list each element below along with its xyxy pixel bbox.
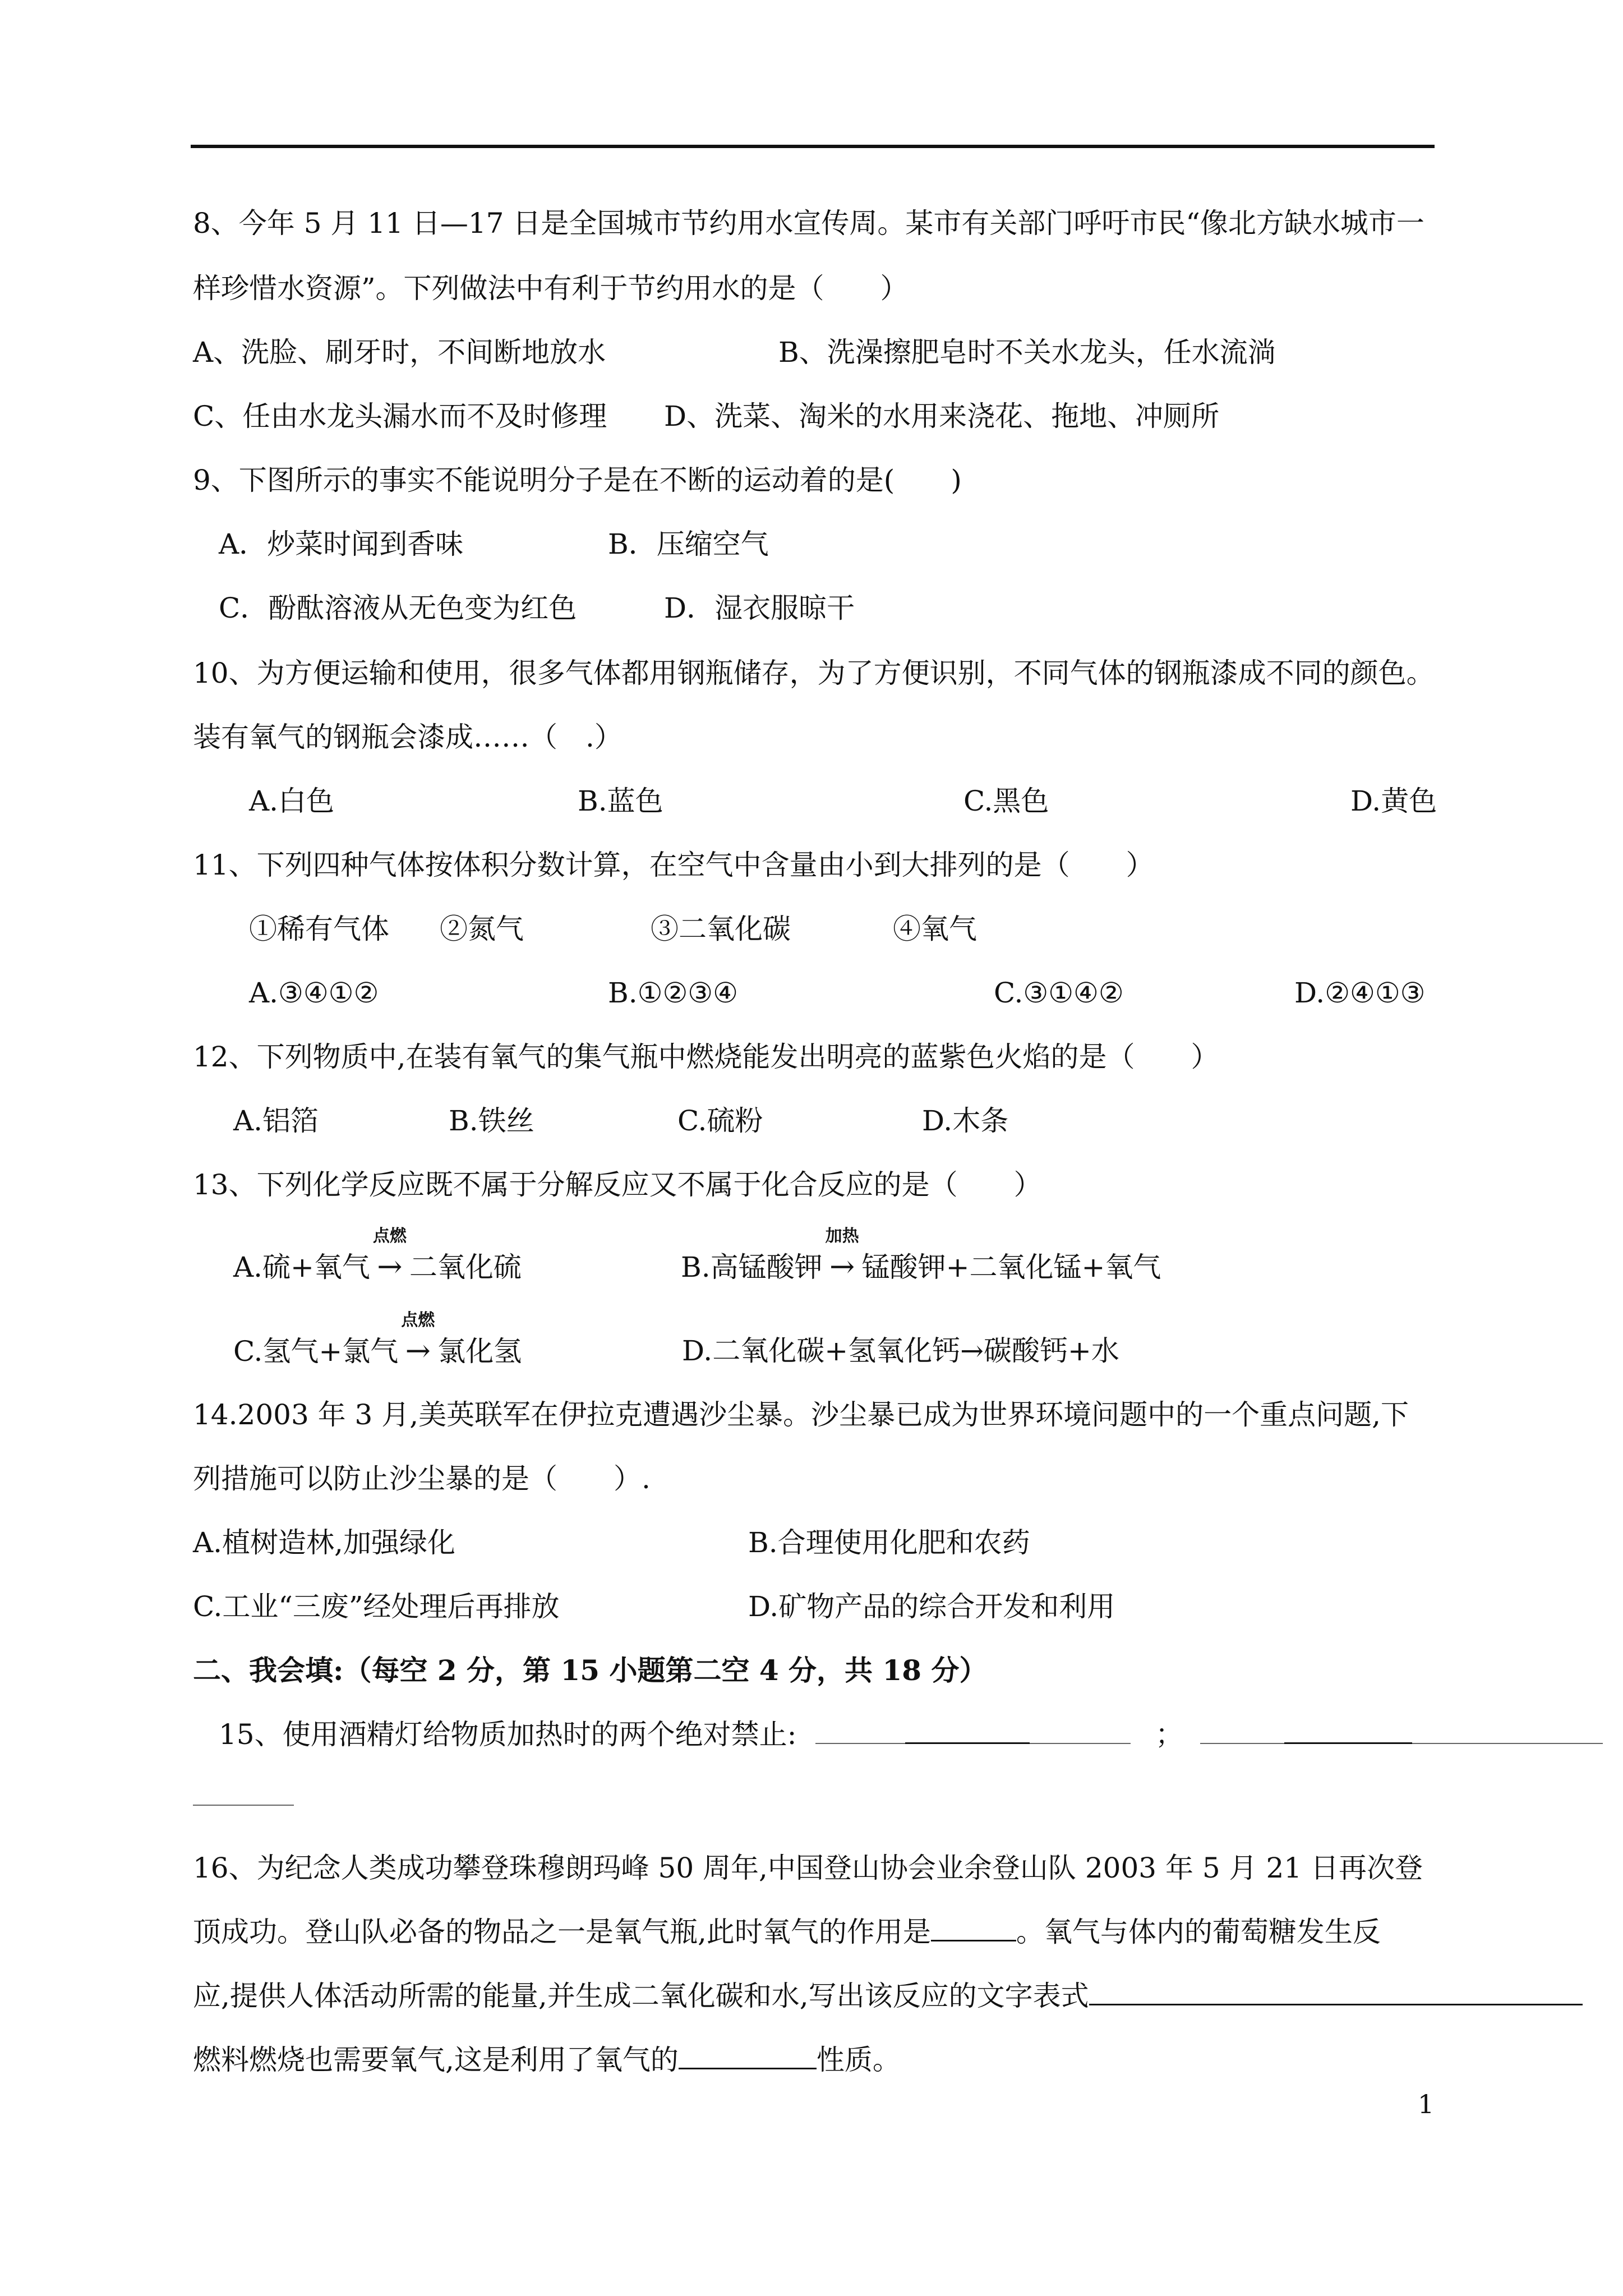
q8-stem-line-1: 8、今年 5 月 11 日—17 日是全国城市节约用水宣传周。某市有关部门呼吁市民“像北方缺水城市一	[193, 207, 1424, 240]
q8-option-c: C、任由水龙头漏水而不及时修理	[193, 400, 607, 432]
q13-option-a-reactants: A.硫+氧气	[233, 1251, 370, 1283]
q9-option-d: D．湿衣服晾干	[664, 592, 855, 624]
q10-option-d: D.黄色	[1350, 785, 1437, 817]
q16-line-4-text-b: 性质。	[816, 2044, 901, 2076]
q15-stem: 15、使用酒精灯给物质加热时的两个绝对禁止:	[219, 1718, 797, 1751]
q13-option-c-products: 氯化氢	[437, 1335, 522, 1368]
q14-stem-line-2: 列措施可以防止沙尘暴的是（ ）.	[193, 1462, 651, 1495]
q16-blank-word-equation[interactable]	[1089, 1979, 1583, 2005]
q13-option-b	[681, 1226, 1161, 1284]
reaction-condition: 加热	[825, 1226, 859, 1246]
q13-option-a-products: 二氧化硫	[409, 1251, 522, 1283]
q8-stem-line-2: 样珍惜水资源”。下列做法中有利于节约用水的是（ ）	[193, 272, 909, 305]
q13-option-c	[233, 1310, 522, 1368]
q13-option-c-reactants: C.氢气+氯气	[233, 1335, 399, 1368]
q11-option-d: D.②④①③	[1294, 977, 1426, 1009]
q15-blank-2[interactable]	[1200, 1718, 1603, 1751]
q13-stem: 13、下列化学反应既不属于分解反应又不属于化合反应的是（ ）	[193, 1168, 1042, 1201]
q8-option-d: D、洗菜、淘米的水用来浇花、拖地、冲厕所	[664, 400, 1220, 432]
q9-option-b: B．压缩空气	[608, 528, 769, 560]
q11-option-c: C.③①④②	[994, 977, 1124, 1009]
q13-option-d: D.二氧化碳+氢氧化钙→碳酸钙+水	[682, 1335, 1119, 1367]
q10-stem-line-1: 10、为方便运输和使用，很多气体都用钢瓶储存，为了方便识别，不同气体的钢瓶漆成不同的颜色。	[193, 657, 1435, 689]
q11-option-b: B.①②③④	[608, 977, 738, 1009]
q16-blank-oxygen-role[interactable]	[931, 1915, 1016, 1941]
q10-option-c: C.黑色	[963, 785, 1049, 817]
reaction-arrow	[370, 1226, 409, 1284]
q13-option-a	[233, 1226, 522, 1284]
right-arrow-icon: →	[377, 1249, 403, 1284]
q11-item-2: ②氮气	[440, 913, 524, 945]
q9-stem: 9、下图所示的事实不能说明分子是在不断的运动着的是( )	[193, 464, 962, 496]
q9-option-a: A．炒菜时闻到香味	[219, 528, 464, 560]
q16-blank-oxygen-property[interactable]	[679, 2043, 817, 2069]
page-number: 1	[1418, 2089, 1435, 2119]
q10-stem-line-2: 装有氧气的钢瓶会漆成……（ .）	[193, 721, 623, 753]
right-arrow-icon: →	[829, 1249, 855, 1284]
q13-option-b-reactants: B.高锰酸钾	[681, 1251, 823, 1283]
q16-stem-line-3	[193, 1979, 1583, 2013]
reaction-condition: 点燃	[401, 1310, 435, 1330]
q11-stem: 11、下列四种气体按体积分数计算，在空气中含量由小到大排列的是（ ）	[193, 849, 1154, 881]
q14-option-a: A.植树造林,加强绿化	[193, 1526, 455, 1559]
q16-line-2-text-a: 顶成功。登山队必备的物品之一是氧气瓶,此时氧气的作用是	[193, 1916, 931, 1948]
header-rule	[191, 145, 1435, 148]
q12-option-b: B.铁丝	[449, 1105, 534, 1137]
q8-option-b: B、洗澡擦肥皂时不关水龙头，任水流淌	[778, 336, 1276, 369]
q15-blank-1[interactable]	[815, 1718, 1131, 1751]
q9-option-c: C．酚酞溶液从无色变为红色	[219, 592, 577, 624]
q16-stem-line-4	[193, 2043, 901, 2077]
q14-stem-line-1: 14.2003 年 3 月,美英联军在伊拉克遭遇沙尘暴。沙尘暴已成为世界环境问题中的一个重点问题,下	[193, 1398, 1409, 1431]
q12-option-d: D.木条	[922, 1105, 1009, 1137]
q15-blank-2-continuation[interactable]	[193, 1779, 294, 1813]
section-2-title: 二、我会填:（每空 2 分，第 15 小题第二空 4 分，共 18 分）	[193, 1654, 988, 1687]
q13-option-b-products: 锰酸钾+二氧化锰+氧气	[861, 1251, 1161, 1283]
q14-option-d: D.矿物产品的综合开发和利用	[748, 1590, 1115, 1623]
q11-item-4: ④氧气	[893, 913, 977, 945]
q14-option-b: B.合理使用化肥和农药	[748, 1526, 1030, 1559]
q16-stem-line-1: 16、为纪念人类成功攀登珠穆朗玛峰 50 周年,中国登山协会业余登山队 2003 年 5 月 21 日再次登	[193, 1852, 1423, 1884]
q11-item-1: ①稀有气体	[249, 913, 389, 945]
q16-line-2-text-b: 。氧气与体内的葡萄糖发生反	[1016, 1916, 1381, 1948]
q16-stem-line-2	[193, 1915, 1381, 1949]
q15-separator: ；	[1155, 1718, 1183, 1751]
q14-option-c: C.工业“三废”经处理后再排放	[193, 1590, 560, 1623]
q10-option-a: A.白色	[249, 785, 335, 817]
q12-option-a: A.铝箔	[233, 1105, 319, 1137]
q16-line-4-text-a: 燃料燃烧也需要氧气,这是利用了氧气的	[193, 2044, 679, 2076]
reaction-condition: 点燃	[372, 1226, 407, 1246]
q12-option-c: C.硫粉	[677, 1105, 763, 1137]
q11-option-a: A.③④①②	[249, 977, 379, 1009]
q11-item-3: ③二氧化碳	[651, 913, 791, 945]
reaction-arrow	[823, 1226, 862, 1284]
q8-option-a: A、洗脸、刷牙时，不间断地放水	[193, 336, 606, 369]
q16-line-3-text: 应,提供人体活动所需的能量,并生成二氧化碳和水,写出该反应的文字表式	[193, 1980, 1089, 2012]
q10-option-b: B.蓝色	[578, 785, 663, 817]
reaction-arrow	[398, 1310, 437, 1368]
right-arrow-icon: →	[405, 1333, 431, 1368]
q12-stem: 12、下列物质中,在装有氧气的集气瓶中燃烧能发出明亮的蓝紫色火焰的是（ ）	[193, 1041, 1219, 1073]
